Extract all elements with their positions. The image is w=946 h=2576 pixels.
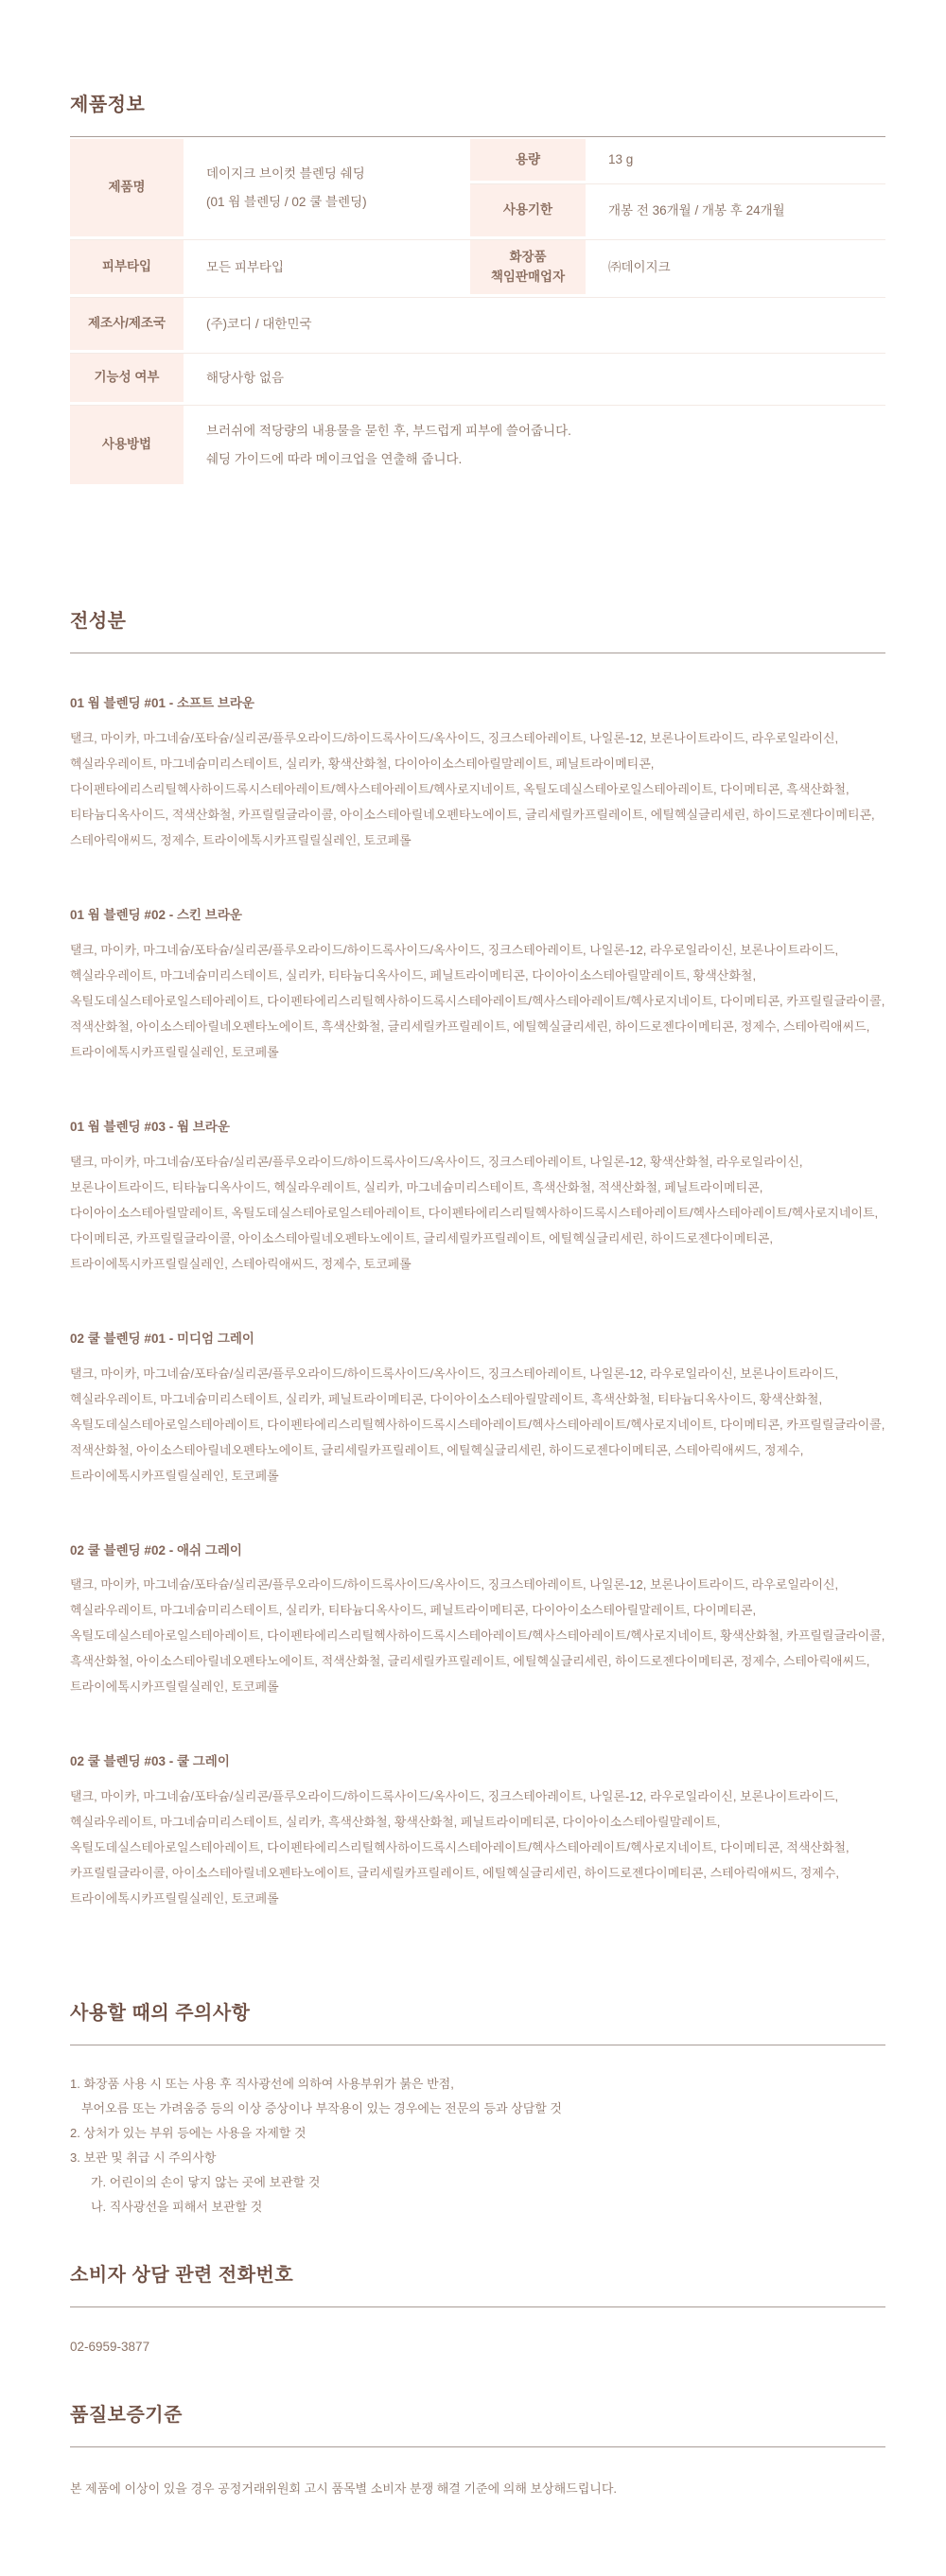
- manufacturer-label: 제조사/제조국: [70, 298, 184, 350]
- manufacturer-value: (주)코디 / 대한민국: [206, 316, 312, 331]
- precautions-title: 사용할 때의 주의사항: [70, 2003, 251, 2025]
- ingredient-block-name: 01 웜 블렌딩 #02 - 스킨 브라운: [70, 907, 242, 922]
- seller-value: ㈜데이지크: [608, 259, 671, 274]
- usage-line1: 브러쉬에 적당량의 내용물을 묻힌 후, 부드럽게 피부에 쓸어줍니다.: [206, 423, 571, 438]
- table-row: [70, 239, 885, 294]
- ingredient-block-text: 탤크, 마이카, 마그네슘/포타슘/실리콘/플루오라이드/하이드록사이드/옥사이드, 징크스테아레이트, 나일론-12, 황색산화철, 라우로일라이신, 보론나이트라이드, 티타늄디옥사이드, 헥실라우레이트, 실리카, 마그네슘미리스테이트, 흑색산화철, 적색산화철, 페닐트라이메티콘, 다이아이소스테아릴말레이트, 옥틸도데실스테아로일스테아레이트, 다이펜타에리스리틸헥사하이드록시스테아레이트/헥사스테아레이트/헥사로지네이트, 다이메티콘, 카프릴릴글라이콜, 아이소스테아릴네오펜타노에이트, 글리세릴카프릴레이트, 에틸헥실글리세린, 하이드로젠다이메티콘, 트라이에톡시카프릴릴실레인, 스테아릭애씨드, 정제수, 토코페롤: [70, 1154, 879, 1271]
- product-info-table: [70, 139, 885, 484]
- warranty-title: 품질보증기준: [70, 2405, 183, 2427]
- usage-label: 사용방법: [70, 406, 184, 484]
- divider: [70, 136, 885, 137]
- section-consumer-phone: [70, 2263, 885, 2354]
- skin-type-label: 피부타입: [70, 240, 184, 294]
- product-name-label: 제품명: [70, 139, 184, 236]
- functional-label: 기능성 여부: [70, 354, 184, 402]
- ingredient-block-text: 탤크, 마이카, 마그네슘/포타슘/실리콘/플루오라이드/하이드록사이드/옥사이드, 징크스테아레이트, 나일론-12, 라우로일라이신, 보론나이트라이드, 헥실라우레이트, 마그네슘미리스테이트, 실리카, 흑색산화철, 황색산화철, 페닐트라이메티콘, 다이아이소스테아릴말레이트, 옥틸도데실스테아로일스테아레이트, 다이펜타에리스리틸헥사하이드록시스테아레이트/헥사스테아레이트/헥사로지네이트, 다이메티콘, 적색산화철, 카프릴릴글라이콜, 아이소스테아릴네오펜타노에이트, 글리세릴카프릴레이트, 에틸헥실글리세린, 하이드로젠다이메티콘, 스테아릭애씨드, 정제수, 트라이에톡시카프릴릴실레인, 토코페롤: [70, 1789, 850, 1906]
- table-row: [70, 353, 885, 402]
- volume-label: 용량: [470, 139, 586, 181]
- ingredient-block-name: 02 쿨 블렌딩 #01 - 미디엄 그레이: [70, 1331, 254, 1346]
- table-row: [470, 183, 885, 236]
- consumer-phone-number: 02-6959-3877: [70, 2340, 150, 2355]
- precaution-line: 3. 보관 및 취급 시 주의사항: [70, 2150, 217, 2166]
- precautions-list: [70, 2072, 885, 2219]
- precaution-line: 1. 화장품 사용 시 또는 사용 후 직사광선에 의하여 사용부위가 붉은 반점,: [70, 2077, 454, 2092]
- ingredient-block-text: 탤크, 마이카, 마그네슘/포타슘/실리콘/플루오라이드/하이드록사이드/옥사이드, 징크스테아레이트, 나일론-12, 보론나이트라이드, 라우로일라이신, 헥실라우레이트, 마그네슘미리스테이트, 실리카, 황색산화철, 다이아이소스테아릴말레이트, 페닐트라이메티콘, 다이펜타에리스리틸헥사하이드록시스테아레이트/헥사스테아레이트/헥사로지네이트, 옥틸도데실스테아로일스테아레이트, 다이메티콘, 흑색산화철, 티타늄디옥사이드, 적색산화철, 카프릴릴글라이콜, 아이소스테아릴네오펜타노에이트, 글리세릴카프릴레이트, 에틸헥실글리세린, 하이드로젠다이메티콘, 스테아릭애씨드, 정제수, 트라이에톡시카프릴릴실레인, 토코페롤: [70, 730, 875, 847]
- expiry-value: 개봉 전 36개월 / 개봉 후 24개월: [608, 202, 785, 218]
- table-row: [70, 139, 885, 236]
- consumer-phone-title: 소비자 상담 관련 전화번호: [70, 2265, 294, 2287]
- ingredient-block-name: 02 쿨 블렌딩 #02 - 애쉬 그레이: [70, 1542, 242, 1558]
- product-name-line2: (01 웜 블렌딩 / 02 쿨 블렌딩): [206, 194, 367, 209]
- precaution-line: 나. 직사광선을 피해서 보관할 것: [91, 2200, 263, 2215]
- section-ingredients: [70, 609, 885, 1911]
- ingredient-block: [70, 1753, 885, 1911]
- ingredient-block-text: 탤크, 마이카, 마그네슘/포타슘/실리콘/플루오라이드/하이드록사이드/옥사이드, 징크스테아레이트, 나일론-12, 라우로일라이신, 보론나이트라이드, 헥실라우레이트, 마그네슘미리스테이트, 실리카, 티타늄디옥사이드, 페닐트라이메티콘, 다이아이소스테아릴말레이트, 황색산화철, 옥틸도데실스테아로일스테아레이트, 다이펜타에리스리틸헥사하이드록시스테아레이트/헥사스테아레이트/헥사로지네이트, 다이메티콘, 카프릴릴글라이콜, 적색산화철, 아이소스테아릴네오펜타노에이트, 흑색산화철, 글리세릴카프릴레이트, 에틸헥실글리세린, 하이드로젠다이메티콘, 정제수, 스테아릭애씨드, 트라이에톡시카프릴릴실레인, 토코페롤: [70, 942, 885, 1059]
- seller-label-line1: 화장품: [509, 250, 547, 265]
- functional-value: 해당사항 없음: [206, 370, 284, 385]
- ingredient-block-name: 02 쿨 블렌딩 #03 - 쿨 그레이: [70, 1754, 230, 1769]
- table-row: [470, 139, 885, 181]
- precaution-line: 부어오름 또는 가려움증 등의 이상 증상이나 부작용이 있는 경우에는 전문의 등과 상담할 것: [81, 2101, 562, 2116]
- ingredient-block: [70, 907, 885, 1065]
- right-cell-stack: [470, 139, 885, 236]
- ingredient-block-name: 01 웜 블렌딩 #01 - 소프트 브라운: [70, 696, 254, 710]
- table-row: [70, 405, 885, 484]
- seller-label-line2: 책임판매업자: [490, 269, 566, 284]
- volume-value: 13 g: [608, 152, 634, 167]
- usage-line2: 쉐딩 가이드에 따라 메이크업을 연출해 줍니다.: [206, 451, 463, 466]
- ingredient-block: [70, 1542, 885, 1700]
- product-info-title: 제품정보: [70, 95, 146, 115]
- skin-type-value: 모든 피부타입: [206, 259, 284, 274]
- product-name-value: [184, 139, 470, 236]
- seller-label: [470, 240, 586, 294]
- divider: [70, 2306, 885, 2307]
- divider: [70, 2446, 885, 2447]
- ingredient-block-name: 01 웜 블렌딩 #03 - 웜 브라운: [70, 1119, 230, 1134]
- ingredient-block: [70, 695, 885, 853]
- ingredient-block-text: 탤크, 마이카, 마그네슘/포타슘/실리콘/플루오라이드/하이드록사이드/옥사이드, 징크스테아레이트, 나일론-12, 보론나이트라이드, 라우로일라이신, 헥실라우레이트, 마그네슘미리스테이트, 실리카, 티타늄디옥사이드, 페닐트라이메티콘, 다이아이소스테아릴말레이트, 다이메티콘, 옥틸도데실스테아로일스테아레이트, 다이펜타에리스리틸헥사하이드록시스테아레이트/헥사스테아레이트/헥사로지네이트, 황색산화철, 카프릴릴글라이콜, 흑색산화철, 아이소스테아릴네오펜타노에이트, 적색산화철, 글리세릴카프릴레이트, 에틸헥실글리세린, 하이드로젠다이메티콘, 정제수, 스테아릭애씨드, 트라이에톡시카프릴릴실레인, 토코페롤: [70, 1577, 885, 1695]
- precaution-line: 2. 상처가 있는 부위 등에는 사용을 자제할 것: [70, 2126, 307, 2141]
- section-warranty: [70, 2403, 885, 2499]
- section-precautions: [70, 2001, 885, 2219]
- ingredient-block: [70, 1119, 885, 1277]
- warranty-text: 본 제품에 이상이 있을 경우 공정거래위원회 고시 품목별 소비자 분쟁 해결 기준에 의해 보상해드립니다.: [70, 2481, 618, 2497]
- ingredient-block: [70, 1331, 885, 1488]
- product-name-line1: 데이지크 브이컷 블렌딩 쉐딩: [206, 165, 365, 181]
- table-row: [70, 297, 885, 350]
- usage-value: [184, 406, 885, 484]
- expiry-label: 사용기한: [470, 184, 586, 236]
- precaution-line: 가. 어린이의 손이 닿지 않는 곳에 보관할 것: [91, 2175, 321, 2190]
- ingredients-title: 전성분: [70, 611, 127, 632]
- ingredients-content: [70, 695, 885, 1911]
- ingredient-block-text: 탤크, 마이카, 마그네슘/포타슘/실리콘/플루오라이드/하이드록사이드/옥사이드, 징크스테아레이트, 나일론-12, 라우로일라이신, 보론나이트라이드, 헥실라우레이트, 마그네슘미리스테이트, 실리카, 페닐트라이메티콘, 다이아이소스테아릴말레이트, 흑색산화철, 티타늄디옥사이드, 황색산화철, 옥틸도데실스테아로일스테아레이트, 다이펜타에리스리틸헥사하이드록시스테아레이트/헥사스테아레이트/헥사로지네이트, 다이메티콘, 카프릴릴글라이콜, 적색산화철, 아이소스테아릴네오펜타노에이트, 글리세릴카프릴레이트, 에틸헥실글리세린, 하이드로젠다이메티콘, 스테아릭애씨드, 정제수, 트라이에톡시카프릴릴실레인, 토코페롤: [70, 1366, 885, 1483]
- section-product-info: [70, 93, 885, 484]
